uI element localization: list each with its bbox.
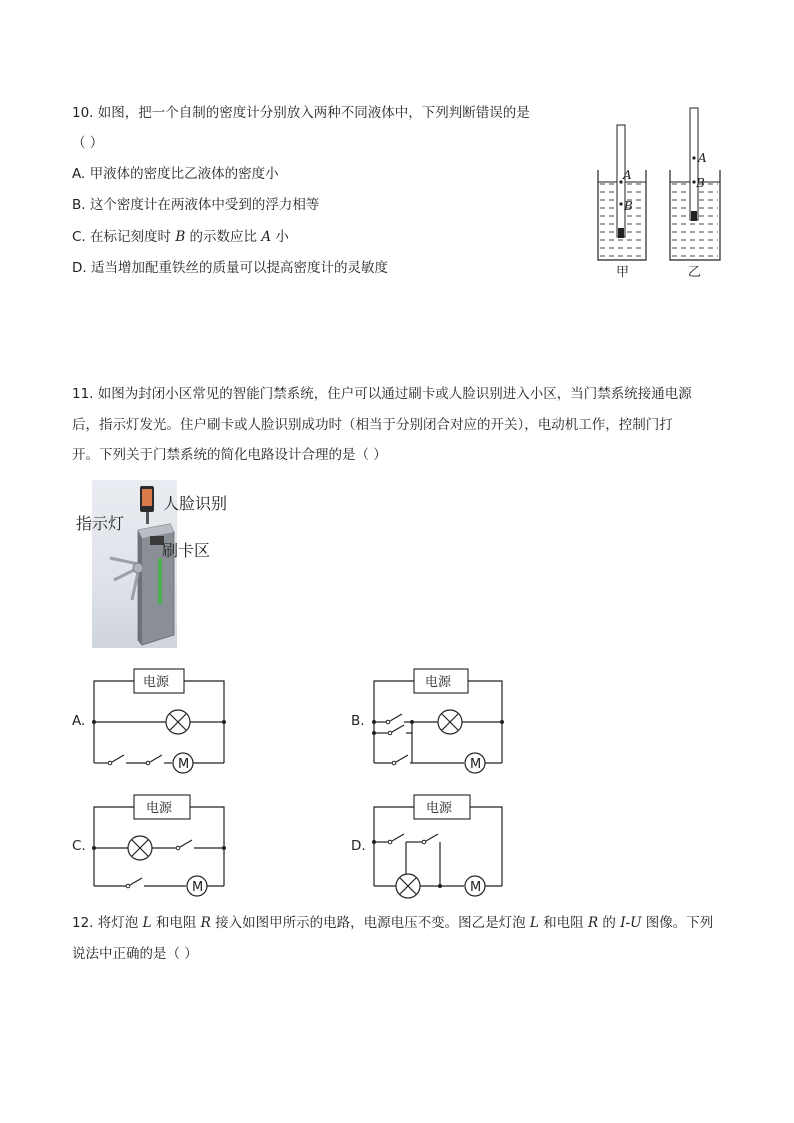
q11-label-face: 人脸识别	[163, 494, 228, 513]
q11-circuit-d	[368, 792, 513, 897]
q10-hydrometer-figure	[590, 100, 730, 285]
svg-text:M: M	[470, 757, 482, 772]
q10-option-a: A. 甲液体的密度比乙液体的密度小	[72, 166, 279, 182]
svg-text:M: M	[192, 880, 204, 895]
q12-line-1: 12. 将灯泡 L 和电阻 R 接入如图甲所示的电路，电源电压不变。图乙是灯泡 L 和电阻 R 的 I-U 图像。下列	[72, 915, 714, 931]
q10-left-label-a: A	[623, 168, 632, 182]
svg-text:M: M	[470, 880, 482, 895]
q10-label-jia: 甲	[616, 265, 630, 280]
q11-line-1: 11. 如图为封闭小区常见的智能门禁系统，住户可以通过刷卡或人脸识别进入小区，当门禁系统接通电源	[72, 386, 692, 402]
q11-line-2: 后，指示灯发光。住户刷卡或人脸识别成功时（相当于分别闭合对应的开关），电动机工作，控制门打	[72, 417, 673, 433]
svg-text:电源: 电源	[425, 675, 452, 690]
q11-circuit-b	[368, 665, 513, 780]
q11-option-a-label: A.	[72, 713, 86, 729]
q11-option-d-label: D.	[351, 838, 366, 854]
q10-answer-paren: （ ）	[72, 135, 104, 151]
q10-option-d: D. 适当增加配重铁丝的质量可以提高密度计的灵敏度	[72, 260, 388, 276]
q10-label-yi: 乙	[688, 265, 702, 280]
q10-option-c: C. 在标记刻度时 B 的示数应比 A 小	[72, 229, 289, 245]
q11-label-indicator: 指示灯	[76, 514, 125, 533]
q11-option-b-label: B.	[351, 713, 365, 729]
q10-left-label-b: B	[624, 199, 633, 213]
q10-right-label-b: B	[696, 176, 705, 190]
svg-text:电源: 电源	[146, 801, 173, 816]
q10-stem: 10. 如图，把一个自制的密度计分别放入两种不同液体中，下列判断错误的是	[72, 105, 530, 121]
q11-option-c-label: C.	[72, 838, 86, 854]
q12-line-2: 说法中正确的是（ ）	[72, 946, 198, 962]
q11-circuit-a	[88, 665, 233, 780]
q11-line-3: 开。下列关于门禁系统的简化电路设计合理的是（ ）	[72, 447, 387, 463]
svg-text:电源: 电源	[426, 801, 453, 816]
q11-label-card: 刷卡区	[162, 541, 211, 560]
svg-text:电源: 电源	[143, 675, 170, 690]
q11-circuit-c	[88, 792, 233, 897]
svg-text:M: M	[178, 757, 190, 772]
q10-right-label-a: A	[698, 151, 707, 165]
q10-option-b: B. 这个密度计在两液体中受到的浮力相等	[72, 197, 320, 213]
